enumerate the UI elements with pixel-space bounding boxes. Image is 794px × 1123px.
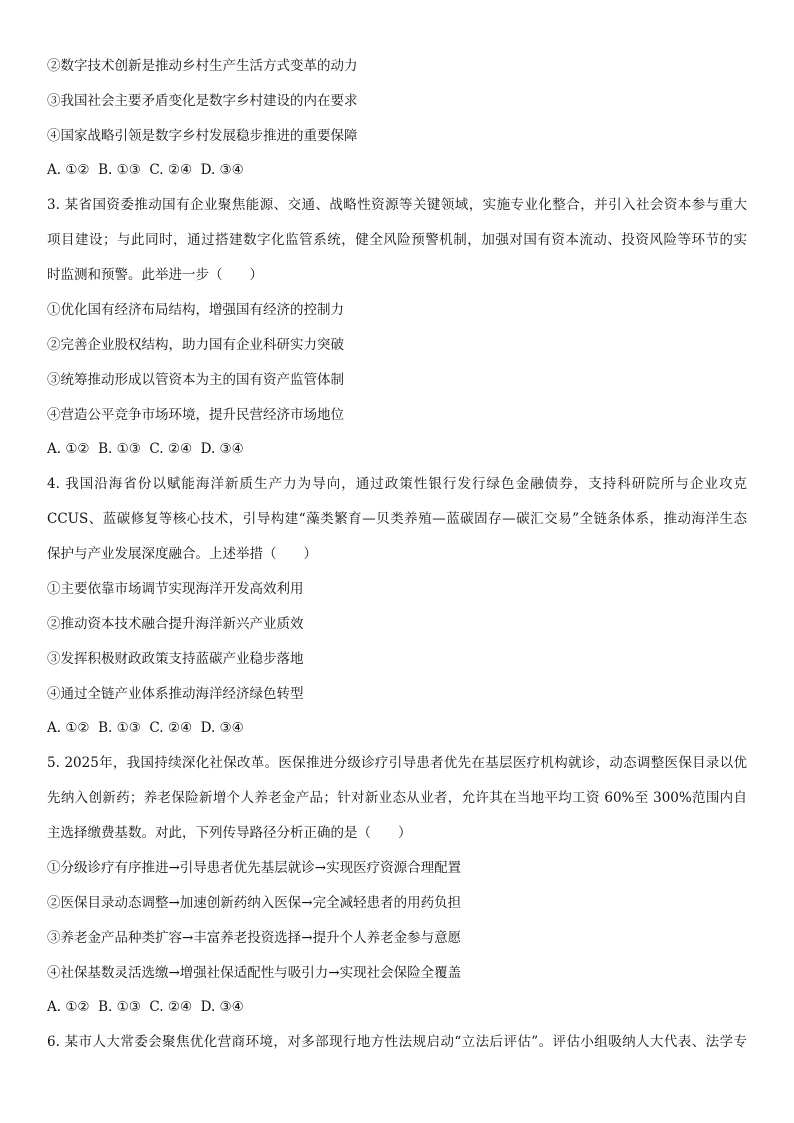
q3-statement-4: ④营造公平竞争市场环境，提升民营经济市场地位 bbox=[47, 407, 344, 423]
q4-statement-4: ④通过全链产业体系推动海洋经济绿色转型 bbox=[47, 686, 304, 702]
q4-statement-1: ①主要依靠市场调节实现海洋开发高效利用 bbox=[47, 581, 304, 597]
q5-stem-line-1: 5. 2025年，我国持续深化社保改革。医保推进分级诊疗引导患者优先在基层医疗机构就诊，动态调整医保目录以优 bbox=[47, 755, 747, 771]
q3-statement-2: ②完善企业股权结构，助力国有企业科研实力突破 bbox=[47, 337, 344, 353]
q5-statement-3: ③养老金产品种类扩容→丰富养老投资选择→提升个人养老金参与意愿 bbox=[47, 930, 462, 946]
q3-choices: A. ①② B. ①③ C. ②④ D. ③④ bbox=[47, 441, 244, 457]
q2-statement-2: ②数字技术创新是推动乡村生产生活方式变革的动力 bbox=[47, 58, 358, 74]
q5-statement-2: ②医保目录动态调整→加速创新药纳入医保→完全减轻患者的用药负担 bbox=[47, 895, 462, 911]
q4-statement-2: ②推动资本技术融合提升海洋新兴产业质效 bbox=[47, 616, 304, 632]
q5-statement-1: ①分级诊疗有序推进→引导患者优先基层就诊→实现医疗资源合理配置 bbox=[47, 860, 462, 876]
q4-stem-line-3: 保护与产业发展深度融合。上述举措（ ） bbox=[47, 546, 317, 562]
q2-choices: A. ①② B. ①③ C. ②④ D. ③④ bbox=[47, 162, 244, 178]
q4-stem-line-2: CCUS、蓝碳修复等核心技术，引导构建“藻类繁育—贝类养殖—蓝碳固存—碳汇交易”全链条体系，推动海洋生态 bbox=[47, 511, 747, 527]
q6-stem-line-1: 6. 某市人大常委会聚焦优化营商环境，对多部现行地方性法规启动“立法后评估”。评估小组吸纳人大代表、法学专 bbox=[47, 1034, 747, 1050]
q3-stem-line-2: 项目建设；与此同时，通过搭建数字化监管系统，健全风险预警机制，加强对国有资本流动、投资风险等环节的实 bbox=[47, 232, 747, 248]
q5-stem-line-3: 主选择缴费基数。对此，下列传导路径分析正确的是（ ） bbox=[47, 825, 412, 841]
exam-page bbox=[47, 0, 747, 1123]
q3-stem-line-3: 时监测和预警。此举进一步（ ） bbox=[47, 267, 263, 283]
q4-stem-line-1: 4. 我国沿海省份以赋能海洋新质生产力为导向，通过政策性银行发行绿色金融债券，支持科研院所与企业攻克 bbox=[47, 476, 747, 492]
q5-statement-4: ④社保基数灵活选缴→增强社保适配性与吸引力→实现社会保险全覆盖 bbox=[47, 965, 462, 981]
q2-statement-4: ④国家战略引领是数字乡村发展稳步推进的重要保障 bbox=[47, 128, 358, 144]
q2-statement-3: ③我国社会主要矛盾变化是数字乡村建设的内在要求 bbox=[47, 93, 358, 109]
q3-statement-3: ③统筹推动形成以管资本为主的国有资产监管体制 bbox=[47, 372, 344, 388]
q3-statement-1: ①优化国有经济布局结构，增强国有经济的控制力 bbox=[47, 302, 344, 318]
q3-stem-line-1: 3. 某省国资委推动国有企业聚焦能源、交通、战略性资源等关键领域，实施专业化整合，并引入社会资本参与重大 bbox=[47, 197, 747, 213]
q5-choices: A. ①② B. ①③ C. ②④ D. ③④ bbox=[47, 999, 244, 1015]
q4-statement-3: ③发挥积极财政政策支持蓝碳产业稳步落地 bbox=[47, 651, 304, 667]
q4-choices: A. ①② B. ①③ C. ②④ D. ③④ bbox=[47, 720, 244, 736]
q5-stem-line-2: 先纳入创新药；养老保险新增个人养老金产品；针对新业态从业者，允许其在当地平均工资 60%至 300%范围内自 bbox=[47, 790, 747, 806]
